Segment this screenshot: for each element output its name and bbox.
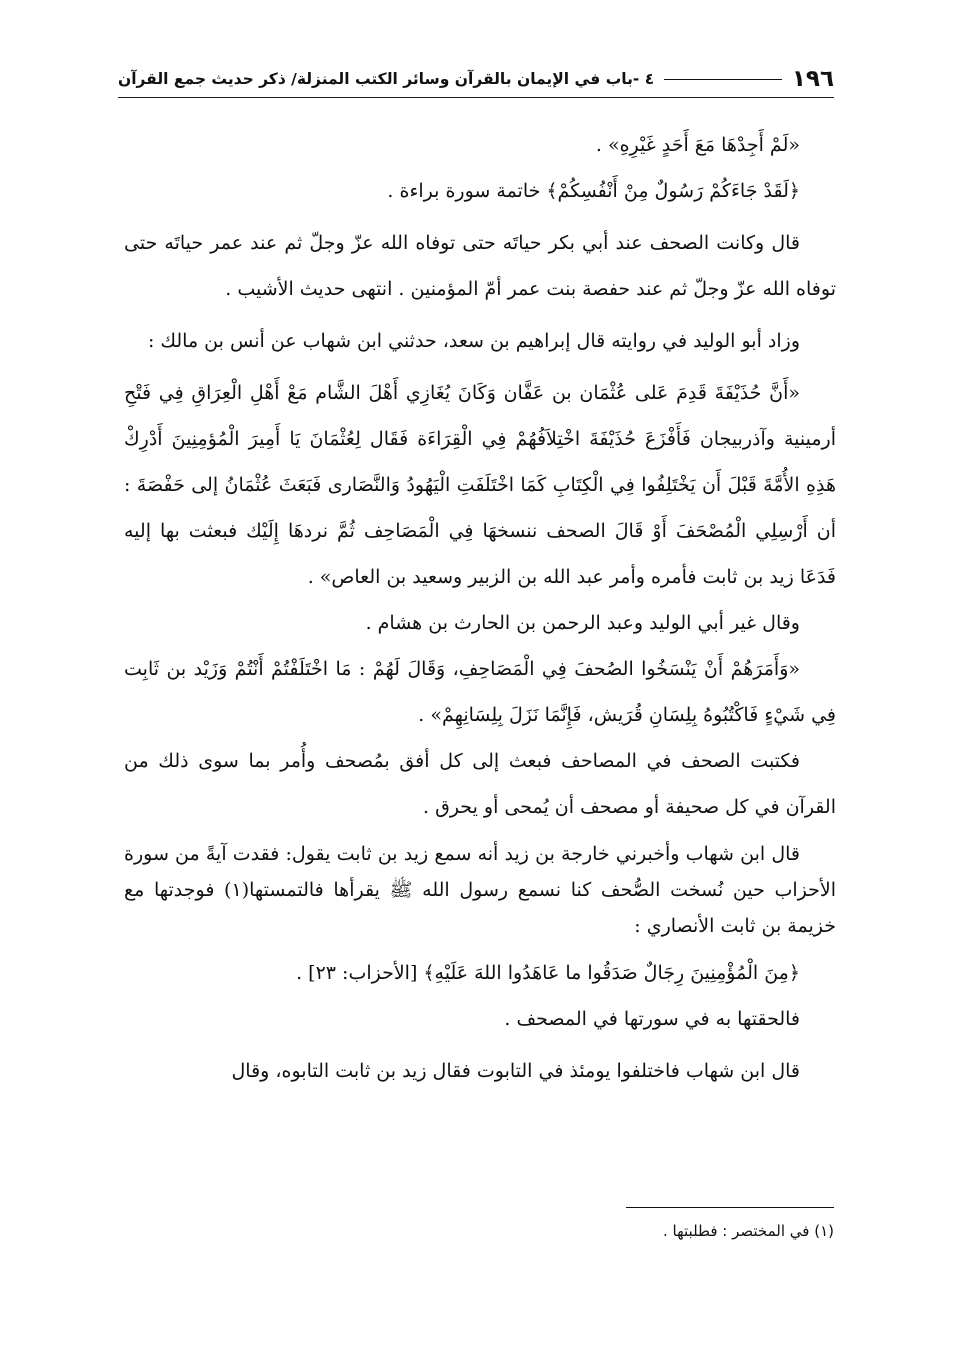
hadith-quote: «أَنَّ حُذَيْفَةَ قَدِمَ عَلى عُثْمَان بن عَفَّان وَكَانَ يُغَازِي أَهْلَ الشَّام مَعْ أَهْلِ الْعِرَاقِ فِي فَتْحِ أرمينية وآذربيجان فَأَفْزَعَ حُذَيْفَةَ اخْتِلاَفُهُمْ فِي الْقِرَاءَة فَقَال لِعُثْمَانَ يَا أَمِيرَ الْمُؤمِنِينَ أَدْرِكْ هَذِهِ الأُمَّةَ قَبْلَ أَن يَخْتَلِفُوا فِي الْكِتَابِ كَمَا اخْتَلَفَتِ الْيَهُودُ وَالنَّصَارى فَبَعَثَ عُثْمَانُ إلى حَفْصَةَ : أن أَرْسِلِي الْمُصْحَفَ أَوْ قَالَ الصحف ننسخهَا فِي الْمَصَاحِف ثُمَّ نردهَا إِلَيْك فبعثت بها إليه فَدَعَا زيد بن ثابت فأمره وأمر عبد الله بن الزبير وسعيد بن العاص» . bbox=[124, 382, 836, 588]
text-line: وقال غير أبي الوليد وعبد الرحمن بن الحارث بن هشام . bbox=[365, 612, 800, 634]
hadith-quote: «وَأَمَرَهُمْ أَنْ يَنْسَخُوا الصُحفَ فِي الْمَصَاحِفِ، وَقَالَ لَهُمْ : مَا اخْتَلَفْتُمْ أَنْتُمْ وَزَيْد بن ثَابِت فِي شَيْءٍ فَاكْتُبُوهُ بِلِسَانِ قُرَيش، فَإِنَّمَا نَزَلَ بِلِسَانِهِمْ» . bbox=[124, 658, 836, 726]
footnote: (١) في المختصر : فطلبتها . bbox=[663, 1222, 834, 1240]
header-underline bbox=[118, 97, 834, 98]
main-text bbox=[124, 122, 836, 1094]
text-line: فالحقتها به في سورتها في المصحف . bbox=[504, 1008, 800, 1030]
text-line: «لَمْ أَجِدْهَا مَعَ أَحَدٍ غَيْرِهِ» . bbox=[595, 134, 800, 156]
running-header bbox=[118, 62, 834, 96]
paragraph: قال ابن شهاب وأخبرني خارجة بن زيد أنه سمع زيد بن ثابت يقول: فقدت آيةً من سورة الأحزاب حين نُسخت الصُّحف كنا نسمع رسول الله ﷺ يقرأها فالتمستها(١) فوجدتها مع خزيمة بن ثابت الأنصاري : bbox=[124, 843, 837, 937]
footnote-divider bbox=[626, 1207, 834, 1208]
chapter-title: ٤ -باب في الإيمان بالقرآن وسائر الكتب المنزلة/ ذكر حديث جمع القرآن bbox=[118, 70, 655, 88]
paragraph: وزاد أبو الوليد في روايته قال إبراهيم بن سعد، حدثني ابن شهاب عن أنس بن مالك : bbox=[147, 330, 800, 352]
paragraph: قال وكانت الصحف عند أبي بكر حياتَه حتى توفاه الله عزّ وجلّ ثم عند عمر حياتَه حتى توفاه الله عزّ وجلّ ثم عند حفصة بنت عمر أمّ المؤمنين . انتهى حديث الأشيب . bbox=[124, 232, 836, 300]
quran-verse: ﴿مِنَ الْمُؤْمِنِينَ رِجَالٌ صَدَقُوا ما عَاهَدُوا اللهَ عَلَيْهِ﴾ [الأحزاب: ٢٣] . bbox=[296, 962, 800, 984]
header-divider bbox=[664, 79, 782, 80]
paragraph: فكتبت الصحف في المصاحف فبعث إلى كل أفق بمُصحف وأُمر بما سوى ذلك من القرآن في كل صحيفة أو مصحف أن يُمحى أو يحرق . bbox=[124, 750, 836, 818]
page-number: ١٩٦ bbox=[791, 66, 834, 92]
paragraph: قال ابن شهاب فاختلفوا يومئذ في التابوت فقال زيد بن ثابت التابوه، وقال bbox=[231, 1060, 800, 1082]
quran-verse: ﴿لَقَدْ جَاءَكُمْ رَسُولٌ مِنْ أَنْفُسِكُمْ﴾ خاتمة سورة براءة . bbox=[387, 180, 800, 202]
